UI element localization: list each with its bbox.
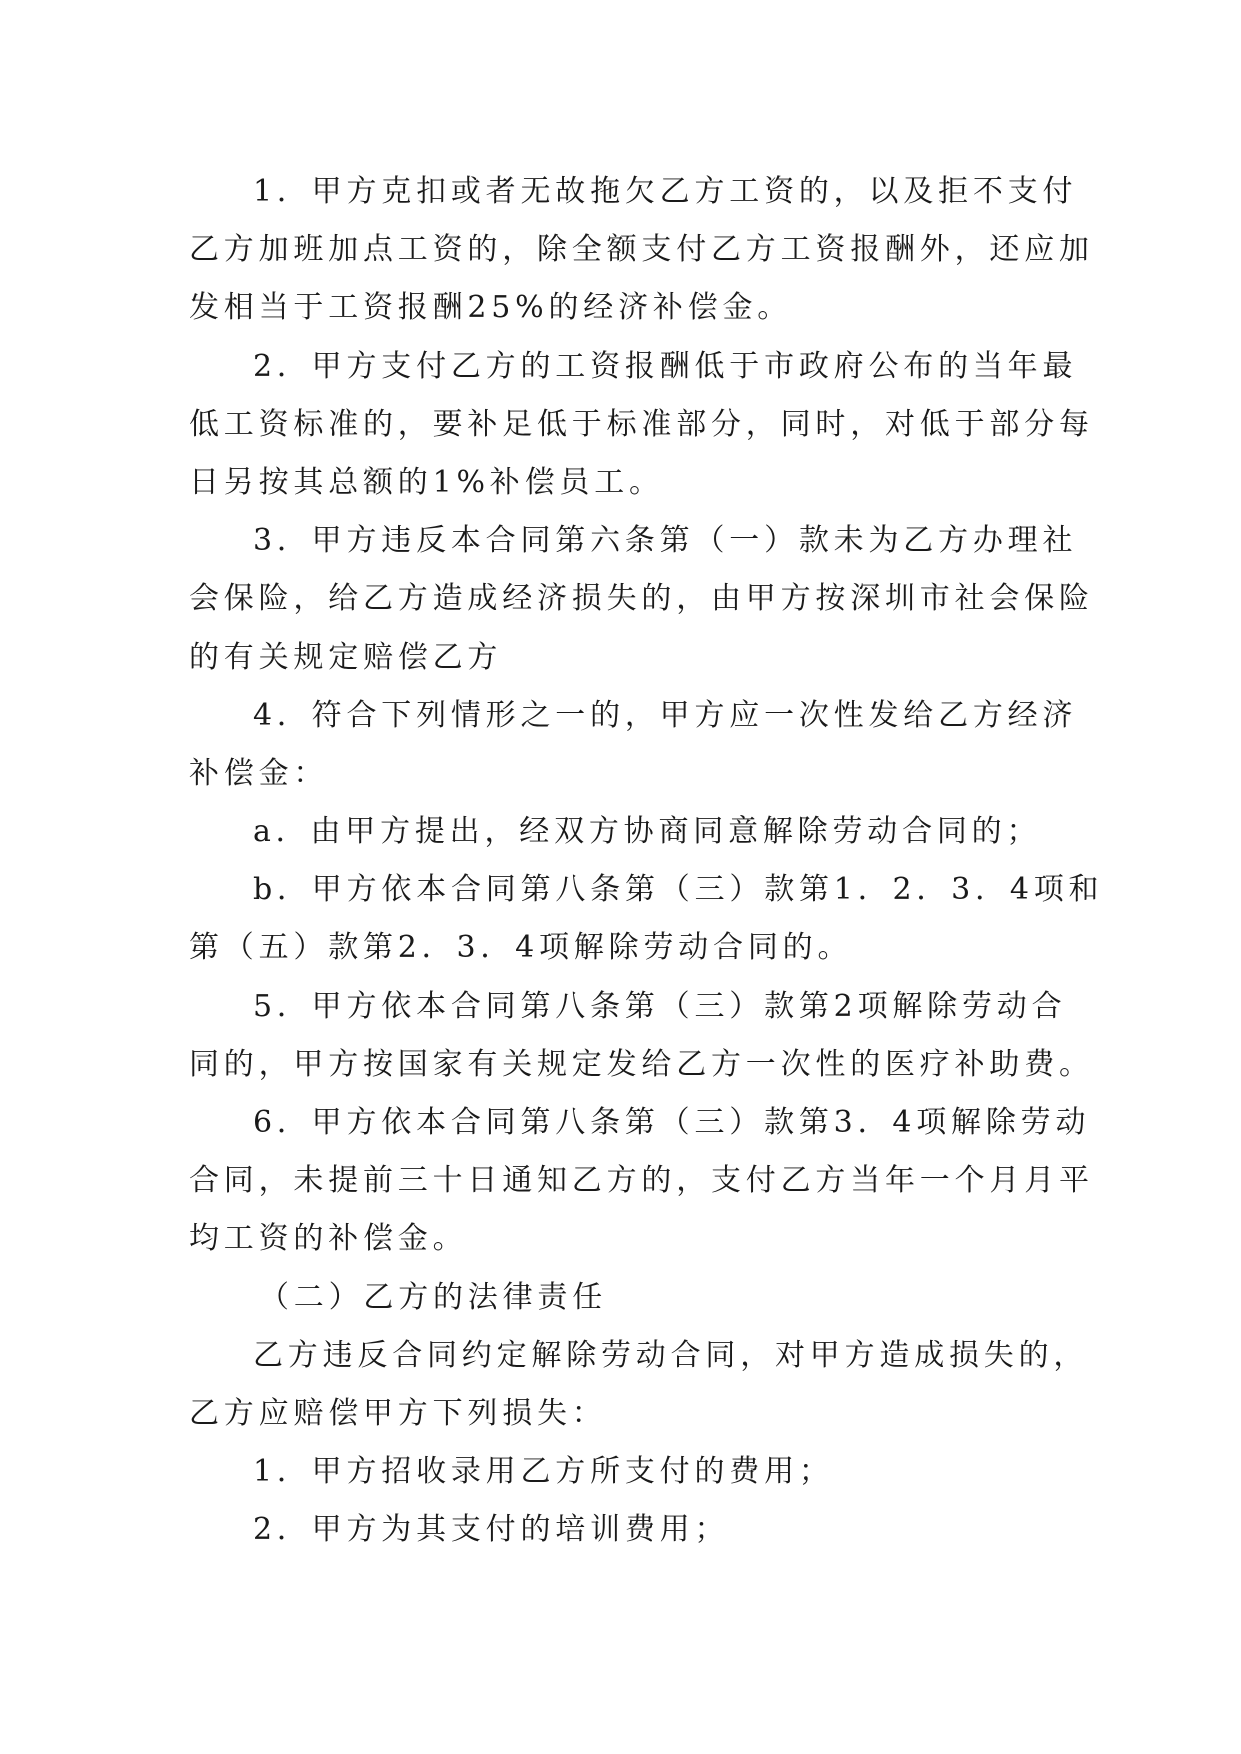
- paragraph-line: a．由甲方提出，经双方协商同意解除劳动合同的；: [253, 814, 1042, 850]
- paragraph-line: 均工资的补偿金。: [189, 1221, 468, 1257]
- paragraph-line: 同的，甲方按国家有关规定发给乙方一次性的医疗补助费。: [189, 1046, 1094, 1082]
- paragraph-line: 3．甲方违反本合同第六条第（一）款未为乙方办理社: [253, 523, 1078, 559]
- paragraph-line: 低工资标准的，要补足低于标准部分，同时，对低于部分每: [189, 406, 1094, 442]
- paragraph-line: 补偿金：: [189, 755, 329, 791]
- paragraph-line: 合同，未提前三十日通知乙方的，支付乙方当年一个月月平: [189, 1163, 1094, 1199]
- paragraph-line: 乙方应赔偿甲方下列损失：: [189, 1395, 607, 1431]
- paragraph-line: 乙方加班加点工资的，除全额支付乙方工资报酬外，还应加: [189, 232, 1094, 268]
- contract-text-block: [189, 163, 1104, 1560]
- paragraph-line: 第（五）款第2．3．4项解除劳动合同的。: [189, 930, 853, 966]
- paragraph-line: 1．甲方招收录用乙方所支付的费用；: [253, 1454, 834, 1490]
- paragraph-line: 6．甲方依本合同第八条第（三）款第3．4项解除劳动: [253, 1105, 1091, 1140]
- paragraph-line: 日另按其总额的1%补偿员工。: [189, 464, 664, 500]
- paragraph-line: 会保险，给乙方造成经济损失的，由甲方按深圳市社会保险: [189, 581, 1094, 617]
- paragraph-line: 发相当于工资报酬25%的经济补偿金。: [189, 290, 793, 326]
- paragraph-line: 的有关规定赔偿乙方: [189, 639, 503, 675]
- paragraph-line: 2．甲方为其支付的培训费用；: [253, 1512, 730, 1548]
- paragraph-line: 4．符合下列情形之一的，甲方应一次性发给乙方经济: [253, 697, 1078, 733]
- paragraph-line: 乙方违反合同约定解除劳动合同，对甲方造成损失的，: [253, 1337, 1089, 1373]
- paragraph-line: 5．甲方依本合同第八条第（三）款第2项解除劳动合: [253, 988, 1067, 1024]
- paragraph-line: 1．甲方克扣或者无故拖欠乙方工资的，以及拒不支付: [253, 174, 1078, 209]
- section-heading: （二）乙方的法律责任: [259, 1279, 607, 1315]
- paragraph-line: b．甲方依本合同第八条第（三）款第1．2．3．4项和: [253, 872, 1104, 908]
- paragraph-line: 2．甲方支付乙方的工资报酬低于市政府公布的当年最: [253, 348, 1078, 384]
